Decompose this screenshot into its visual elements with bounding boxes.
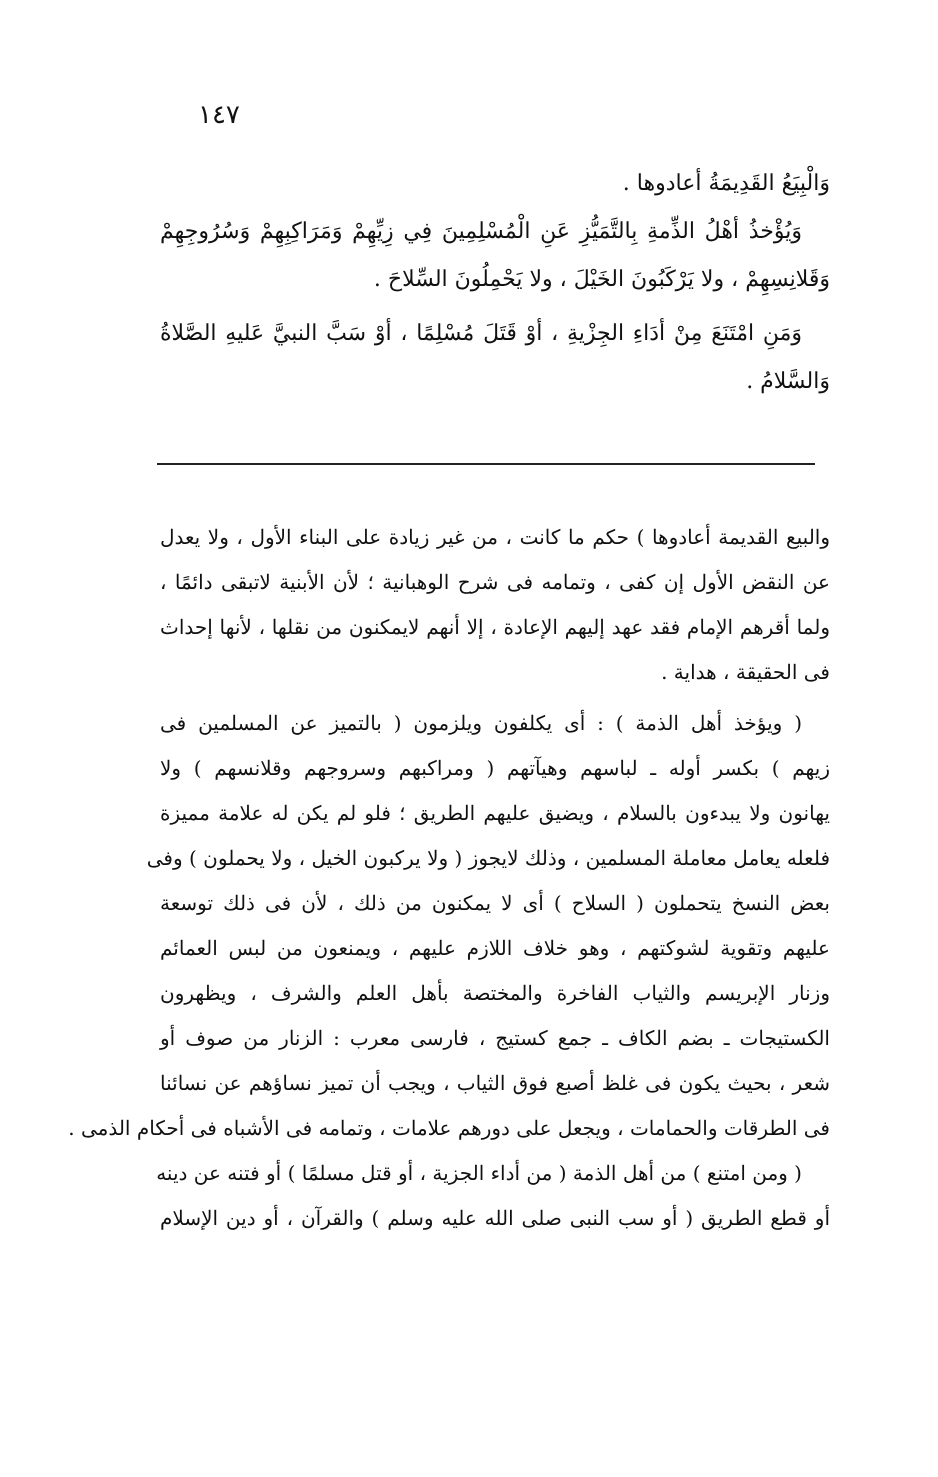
text-line: زيهم ) بكسر أوله ـ لباسهم وهيآتهم ( ومراكبهم وسروجهم وقلانسهم ) ولا bbox=[160, 756, 830, 780]
text-line: وَمَنِ امْتَنَعَ مِنْ أدَاءِ الجِزْيةِ ، أوْ قَتَلَ مُسْلِمًا ، أوْ سَبَّ النبيَّ عَليهِ الصَّلاةُ bbox=[160, 321, 802, 346]
text-line: وَالسَّلامُ . bbox=[746, 369, 830, 394]
text-line: أو قطع الطريق ( أو سب النبى صلى الله عليه وسلم ) والقرآن ، أو دين الإسلام bbox=[160, 1206, 830, 1230]
matn-text bbox=[160, 160, 830, 406]
matn-paragraph bbox=[160, 208, 830, 304]
sharh-paragraph bbox=[68, 701, 830, 1151]
matn-paragraph bbox=[160, 160, 830, 208]
text-line: وزنار الإبريسم والثياب الفاخرة والمختصة بأهل العلم والشرف ، ويظهرون bbox=[160, 981, 830, 1005]
text-line: والبيع القديمة أعادوها ) حكم ما كانت ، من غير زيادة على البناء الأول ، ولا يعدل bbox=[160, 525, 830, 549]
page-number: ١٤٧ bbox=[198, 100, 240, 130]
matn-paragraph bbox=[160, 310, 830, 406]
text-line: وَقَلانِسِهِمْ ، ولا يَرْكَبُونَ الخَيْلَ ، ولا يَحْمِلُونَ السِّلاحَ . bbox=[373, 267, 830, 292]
sharh-paragraph bbox=[156, 1151, 830, 1241]
text-line: عليهم وتقوية لشوكتهم ، وهو خلاف اللازم عليهم ، ويمنعون من لبس العمائم bbox=[160, 936, 830, 960]
text-line: وَالْبِيَعُ القَدِيمَةُ أعادوها . bbox=[622, 171, 830, 196]
text-line: بعض النسخ يتحملون ( السلاح ) أى لا يمكنون من ذلك ، لأن فى ذلك توسعة bbox=[160, 891, 830, 915]
text-line: ( ويؤخذ أهل الذمة ) : أى يكلفون ويلزمون ( بالتميز عن المسلمين فى bbox=[160, 711, 803, 735]
text-line: عن النقض الأول إن كفى ، وتمامه فى شرح الوهبانية ؛ لأن الأبنية لاتبقى دائمًا ، bbox=[160, 570, 830, 594]
text-line: فلعله يعامل معاملة المسلمين ، وذلك لايجوز ( ولا يركبون الخيل ، ولا يحملون ) وفى bbox=[146, 846, 830, 870]
sharh-text bbox=[68, 515, 830, 1241]
text-line: وَيُؤْخذُ أهْلُ الذِّمةِ بِالتَّمَيُّزِ عَنِ الْمُسْلِمِينَ فِي زِيِّهِمْ وَمَرَاكِبِهِمْ وَسُرُوجِهِمْ bbox=[160, 219, 802, 244]
text-line: ولما أقرهم الإمام فقد عهد إليهم الإعادة ، إلا أنهم لايمكنون من نقلها ، لأنها إحداث bbox=[160, 615, 830, 639]
divider-line bbox=[157, 463, 815, 465]
text-line: يهانون ولا يبدءون بالسلام ، ويضيق عليهم الطريق ؛ فلو لم يكن له علامة مميزة bbox=[160, 801, 830, 825]
sharh-paragraph bbox=[160, 515, 830, 695]
text-line: فى الحقيقة ، هداية . bbox=[661, 660, 830, 684]
text-line: شعر ، بحيث يكون فى غلظ أصبع فوق الثياب ، ويجب أن تميز نساؤهم عن نسائنا bbox=[160, 1071, 830, 1095]
text-line: ( ومن امتنع ) من أهل الذمة ( من أداء الجزية ، أو قتل مسلمًا ) أو فتنه عن دينه bbox=[156, 1161, 802, 1185]
text-line: فى الطرقات والحمامات ، ويجعل على دورهم علامات ، وتمامه فى الأشباه فى أحكام الذمى . bbox=[68, 1116, 830, 1140]
text-line: الكستيجات ـ بضم الكاف ـ جمع كستيج ، فارسى معرب : الزنار من صوف أو bbox=[160, 1026, 830, 1050]
